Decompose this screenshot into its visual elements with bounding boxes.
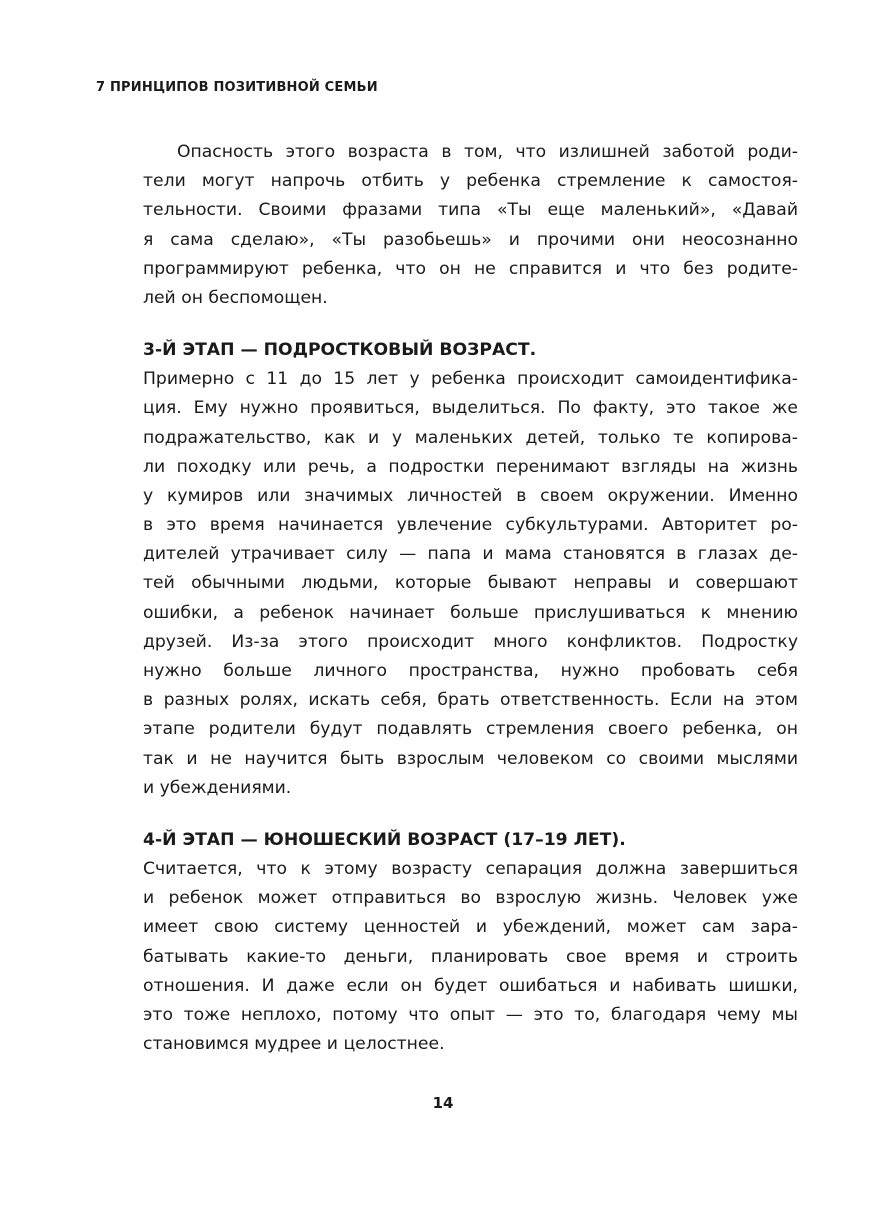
text-line: нужно больше личного пространства, нужно пробовать себя	[143, 661, 798, 681]
text-line: ция. Ему нужно проявиться, выделиться. По факту, это такое же	[143, 398, 798, 419]
text-line: ли походку или речь, а подростки перенимают взгляды на жизнь	[143, 456, 798, 477]
text-line: батывать какие-то деньги, планировать свое время и строить	[143, 946, 798, 967]
text-line: подражательство, как и у маленьких детей, только те копирова-	[143, 427, 798, 448]
text-line: ошибки, а ребенок начинает больше прислушиваться к мнению	[143, 602, 798, 623]
paragraph-danger-of-age	[143, 138, 798, 313]
text-line: дителей утрачивает силу — папа и мама становятся в глазах де-	[143, 544, 798, 565]
text-line: я сама сделаю», «Ты разобьешь» и прочими они неосознанно	[143, 229, 798, 250]
page-number: 14	[432, 1094, 454, 1112]
running-head: 7 ПРИНЦИПОВ ПОЗИТИВНОЙ СЕМЬИ	[96, 80, 378, 95]
text-line: и ребенок может отправиться во взрослую жизнь. Человек уже	[143, 888, 798, 909]
section-gap	[143, 803, 798, 825]
text-line: тели могут напрочь отбить у ребенка стремление к самостоя-	[143, 171, 798, 192]
text-line: Считается, что к этому возрасту сепарация должна завершиться	[143, 858, 798, 879]
paragraph-youth-age	[143, 855, 798, 1059]
text-line: этапе родители будут подавлять стремления своего ребенка, он	[143, 719, 798, 740]
text-line: у кумиров или значимых личностей в своем окружении. Именно	[143, 485, 798, 506]
text-line: и убеждениями.	[143, 777, 292, 798]
section-gap	[143, 313, 798, 335]
text-line: имеет свою систему ценностей и убеждений, может сам зара-	[143, 917, 798, 938]
text-line: программируют ребенка, что он не справится и что без родите-	[143, 258, 798, 279]
text-line: становимся мудрее и целостнее.	[143, 1034, 445, 1055]
section-heading-stage-4: 4-Й ЭТАП — ЮНОШЕСКИЙ ВОЗРАСТ (17–19 ЛЕТ).	[143, 829, 626, 850]
page-body	[143, 138, 798, 1059]
text-line: Опасность этого возраста в том, что излишней заботой роди-	[177, 142, 798, 162]
text-line: тельности. Своими фразами типа «Ты еще маленький», «Давай	[143, 200, 798, 221]
text-line: отношения. И даже если он будет ошибаться и набивать шишки,	[143, 975, 798, 996]
text-line: тей обычными людьми, которые бывают неправы и совершают	[143, 573, 798, 594]
text-line: так и не научится быть взрослым человеком со своими мыслями	[143, 748, 798, 769]
text-line: Примерно с 11 до 15 лет у ребенка происходит самоидентифика-	[143, 369, 798, 390]
section-heading-stage-3: 3-Й ЭТАП — ПОДРОСТКОВЫЙ ВОЗРАСТ.	[143, 340, 537, 361]
text-line: друзей. Из-за этого происходит много конфликтов. Подростку	[143, 631, 798, 652]
text-line: это тоже неплохо, потому что опыт — это то, благодаря чему мы	[143, 1004, 798, 1025]
paragraph-teen-age	[143, 365, 798, 803]
text-line: в это время начинается увлечение субкультурами. Авторитет ро-	[143, 515, 798, 536]
text-line: в разных ролях, искать себя, брать ответственность. Если на этом	[143, 690, 798, 711]
text-line: лей он беспомощен.	[143, 287, 328, 308]
